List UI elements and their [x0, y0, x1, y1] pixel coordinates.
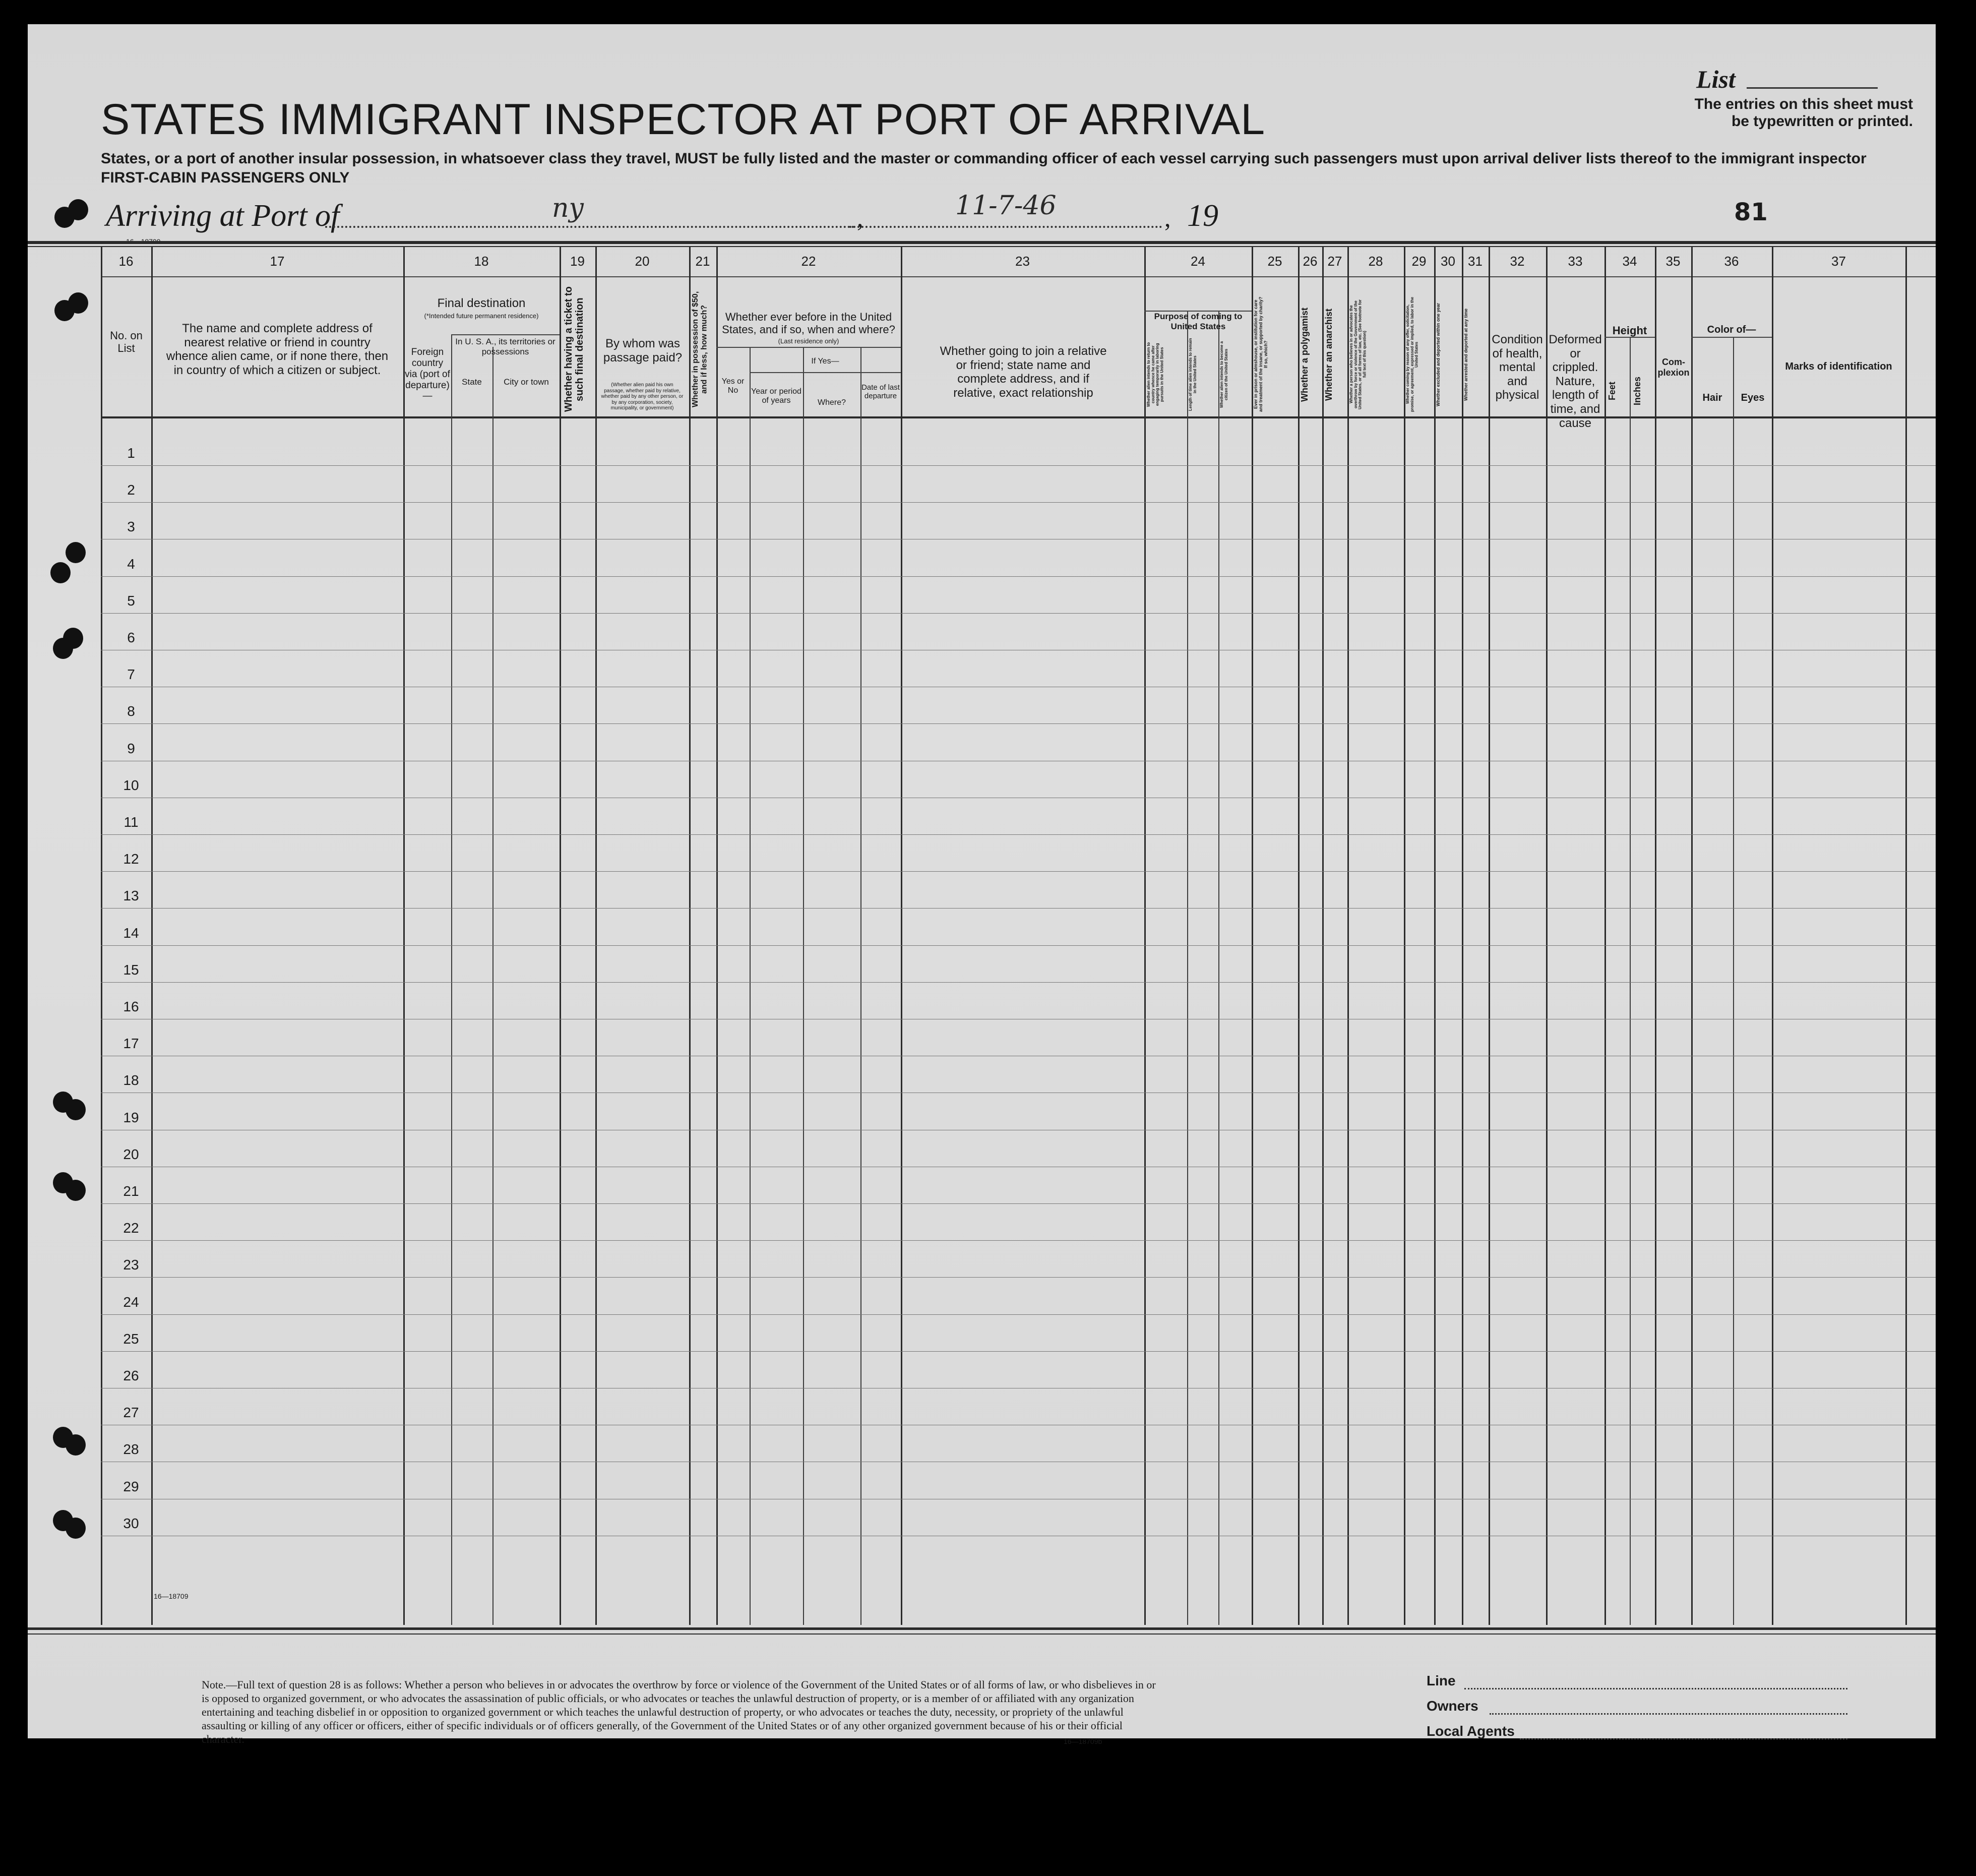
hdr-rule	[716, 347, 901, 348]
table-row[interactable]	[101, 871, 1936, 872]
header-where: Where?	[817, 398, 846, 407]
col-number-30: 30	[1441, 254, 1455, 269]
row-number: 17	[123, 1036, 139, 1052]
table-row[interactable]	[101, 945, 1936, 946]
row-number: 28	[123, 1441, 139, 1458]
col-number-37: 37	[1831, 254, 1846, 269]
col-border	[1462, 246, 1463, 1625]
col-number-32: 32	[1510, 254, 1525, 269]
row-number: 3	[127, 519, 135, 535]
list-number-field[interactable]	[1747, 87, 1878, 89]
entries-note-line-1: The entries on this sheet must	[1694, 96, 1913, 112]
col-number-28: 28	[1368, 254, 1383, 269]
col-number-36: 36	[1724, 254, 1739, 269]
header-inches: Inches	[1632, 376, 1642, 406]
header-purpose-length: Length of time alien intends to remain in the United States	[1188, 338, 1197, 411]
header-passage-paid: By whom was passage paid?	[603, 337, 683, 365]
col-number-31: 31	[1468, 254, 1483, 269]
line-label: Line	[1427, 1673, 1456, 1688]
col-border	[1434, 246, 1436, 1625]
table-row[interactable]	[101, 502, 1936, 503]
local-agents-label: Local Agents	[1427, 1723, 1515, 1739]
row-number: 13	[123, 888, 139, 904]
col-border	[689, 246, 691, 1625]
date-field[interactable]	[849, 226, 1162, 228]
col-border	[451, 334, 452, 1625]
col-border	[1489, 246, 1490, 1625]
row-number: 8	[127, 703, 135, 719]
stamp-number: 81	[1734, 198, 1768, 226]
table-row[interactable]	[101, 1314, 1936, 1315]
header-feet: Feet	[1607, 382, 1617, 401]
header-in-usa: In U. S. A., its territories or possessions	[455, 337, 555, 356]
header-arrested: Whether arrested and deported at any time	[1463, 308, 1468, 401]
comma-mark: ,	[857, 204, 863, 232]
header-eyes: Eyes	[1741, 392, 1765, 403]
entries-note-line-2: be typewritten or printed.	[1731, 113, 1913, 130]
punch-hole	[66, 1180, 86, 1201]
hdr-rule	[1691, 337, 1772, 338]
col-border	[1604, 246, 1606, 1625]
port-field[interactable]	[325, 226, 854, 228]
header-last-departure: Date of last departure	[861, 383, 900, 401]
header-height: Height	[1612, 324, 1647, 337]
header-polygamist: Whether a polygamist	[1300, 307, 1310, 402]
header-deformed: Deformed or crippled. Nature, length of time, and cause	[1549, 333, 1602, 430]
col-border	[492, 347, 493, 1625]
date-handwritten: 11-7-46	[955, 191, 1057, 221]
header-ever-before-us: Whether ever before in the United States, and if so, when and where?	[722, 311, 895, 336]
table-row[interactable]	[101, 576, 1936, 577]
header-city: City or town	[504, 377, 549, 387]
punch-hole	[66, 1518, 86, 1539]
footnote-form-number: 16—18709b	[1064, 1737, 1102, 1745]
header-if-yes: If Yes—	[811, 357, 839, 366]
col-border	[716, 246, 718, 1625]
form-sheet	[28, 24, 1936, 1745]
col-border	[803, 347, 804, 1625]
col-number-33: 33	[1568, 254, 1583, 269]
header-ticket: Whether having a ticket to such final destination	[563, 286, 585, 412]
punch-hole	[66, 542, 86, 563]
punch-hole	[53, 638, 73, 659]
owners-label: Owners	[1427, 1698, 1478, 1714]
col-number-29: 29	[1411, 254, 1427, 269]
table-row[interactable]	[101, 982, 1936, 983]
form-title: STATES IMMIGRANT INSPECTOR AT PORT OF ARRIVAL	[101, 95, 1266, 144]
row-number: 30	[123, 1515, 139, 1531]
col-number-16: 16	[118, 254, 134, 269]
header-join-relative: Whether going to join a relative or friend; state name and complete address, and if relative, exact relationship	[940, 344, 1107, 400]
row-number: 21	[123, 1183, 139, 1199]
col-number-18: 18	[474, 254, 489, 269]
col-number-21: 21	[695, 254, 710, 269]
table-top-rule-2	[28, 246, 1936, 247]
col-number-19: 19	[570, 254, 585, 269]
line-field[interactable]	[1464, 1688, 1847, 1689]
owners-field[interactable]	[1490, 1713, 1847, 1715]
col-border	[1347, 246, 1349, 1625]
header-color-of: Color of—	[1707, 324, 1756, 335]
header-state: State	[462, 377, 482, 387]
col-border	[901, 246, 902, 1625]
arriving-label: Arriving at Port of	[106, 199, 340, 233]
table-row[interactable]	[101, 723, 1936, 724]
col-number-34: 34	[1622, 254, 1637, 269]
form-subtitle: States, or a port of another insular possession, in whatsoever class they travel, MUST be fully listed and the master or commanding officer of each vessel carrying such passengers must upon arrival deliver lists thereof to the immigrant inspector	[101, 150, 1867, 167]
form-number-bottom: 16—18709	[154, 1592, 189, 1600]
col-border	[1546, 246, 1548, 1625]
header-purpose: Purpose of coming to United States	[1154, 312, 1243, 331]
header-year-period: Year or period of years	[751, 387, 801, 405]
col-border	[1772, 246, 1773, 1625]
row-number: 16	[123, 999, 139, 1014]
col-border	[560, 246, 561, 1625]
entries-note	[1651, 96, 1913, 130]
header-prison: Ever in prison or almshouse, or institution for care and treatment of the insane, or supported by charity? If so, which?	[1253, 296, 1268, 412]
row-number: 5	[127, 592, 135, 609]
row-number: 29	[123, 1478, 139, 1494]
header-ever-before-sub: (Last residence only)	[778, 337, 839, 345]
table-top-rule	[28, 241, 1936, 244]
passenger-class-label: FIRST-CABIN PASSENGERS ONLY	[101, 169, 350, 186]
col-border	[1404, 246, 1405, 1625]
table-row[interactable]	[101, 908, 1936, 909]
col-border	[750, 347, 751, 1625]
table-row[interactable]	[101, 1203, 1936, 1204]
col-border	[1252, 246, 1253, 1625]
header-final-destination: Final destination	[437, 296, 526, 310]
col-number-23: 23	[1015, 254, 1030, 269]
col-number-35: 35	[1665, 254, 1681, 269]
hdr-rule	[451, 334, 560, 335]
header-anarchist: Whether an anarchist	[1324, 308, 1334, 401]
hdr-rule	[750, 372, 901, 373]
row-number: 26	[123, 1368, 139, 1383]
header-overthrow: Whether a person who believes in or advocates the overthrow by force or violence of the Government of the United States, or of all forms of law, etc. (See footnote for full text of this question)	[1349, 299, 1367, 409]
col-border	[403, 246, 405, 1625]
row-number: 23	[123, 1257, 139, 1273]
header-purpose-return: Whether alien intends to return to country whence he came after engaging temporarily in laboring pursuits in the United States	[1146, 342, 1164, 407]
table-row[interactable]	[101, 613, 1936, 614]
row-number: 19	[123, 1109, 139, 1125]
row-number: 9	[127, 740, 135, 756]
row-number: 25	[123, 1330, 139, 1347]
punch-hole	[68, 199, 88, 220]
header-complexion: Com- plexion	[1657, 357, 1690, 378]
col-border	[1655, 246, 1656, 1625]
table-row[interactable]	[101, 1277, 1936, 1278]
header-hair: Hair	[1702, 392, 1722, 403]
col-border	[860, 347, 861, 1625]
header-no-on-list: No. on List	[110, 329, 143, 355]
header-yes-no: Yes or No	[721, 377, 745, 395]
col-number-27: 27	[1327, 254, 1342, 269]
col-number-24: 24	[1191, 254, 1205, 269]
header-purpose-citizen: Whether alien intends to become a citizen of the United States	[1219, 341, 1228, 408]
footnote-question-28: Note.—Full text of question 28 is as follows: Whether a person who believes in or advocates the overthrow by force or violence of the Government of the United States or of all forms of law, or who disbelieves in or is opposed to organized government, or who advocates the assassination of public officials, or who advocates or teaches the unlawful destruction of property, or is a member of or affiliated with any organization entertaining and teaching disbelief in or opposition to organized government or which teaches the unlawful destruction of property, or who advocates or teaches the duty, necessity, or propriety of the unlawful assaulting or killing of any officer or officers, either of specific individuals or of officers generally, of the Government of the United States or of any other organized government because of his or their official character.	[202, 1678, 1156, 1745]
row-number: 27	[123, 1405, 139, 1421]
row-number: 15	[123, 961, 139, 978]
row-number: 20	[123, 1146, 139, 1162]
col-border	[595, 246, 597, 1625]
comma-mark-2: ,	[1164, 204, 1171, 232]
col-border	[1630, 337, 1631, 1625]
row-number: 11	[124, 814, 139, 830]
header-final-destination-sub: (*Intended future permanent residence)	[424, 312, 539, 320]
list-label: List	[1696, 65, 1736, 93]
punch-hole	[50, 562, 71, 583]
col-number-17: 17	[270, 254, 285, 269]
col-border	[1905, 246, 1907, 1625]
col-border	[1733, 337, 1734, 1625]
header-marks: Marks of identification	[1785, 361, 1892, 372]
header-health: Condition of health, mental and physical	[1492, 333, 1543, 402]
header-excluded: Whether excluded and deported within one year	[1436, 302, 1441, 406]
col-border	[1298, 246, 1300, 1625]
punch-hole	[66, 1434, 86, 1456]
col-border	[1322, 246, 1324, 1625]
table-row[interactable]	[101, 1240, 1936, 1241]
hdr-rule	[1604, 337, 1655, 338]
col-number-26: 26	[1303, 254, 1318, 269]
row-number: 22	[123, 1220, 139, 1236]
header-nearest-relative: The name and complete address of nearest relative or friend in country whence alien came, or if none there, then in country of which a citizen or subject.	[166, 322, 389, 377]
col-number-25: 25	[1267, 254, 1282, 269]
table-bottom-rule-2	[28, 1633, 1936, 1635]
header-fifty-dollars: Whether in possession of $50, and if less, how much?	[691, 291, 709, 408]
row-number: 4	[127, 556, 135, 572]
col-number-22: 22	[801, 254, 816, 269]
header-bottom-rule	[101, 416, 1936, 418]
row-number: 2	[127, 482, 135, 498]
table-row[interactable]	[101, 834, 1936, 835]
header-foreign-country: Foreign country via (port of departure)—	[405, 347, 450, 402]
column-number-rule	[101, 276, 1936, 277]
header-passage-paid-sub: (Whether alien paid his own passage, whether paid by relative, whether paid by any other person, or by any corporation, society, municipality, or government)	[601, 382, 684, 411]
row-number: 12	[123, 851, 139, 867]
year-prefix: 19	[1187, 199, 1218, 233]
row-number: 18	[123, 1072, 139, 1088]
punch-hole	[68, 292, 88, 314]
row-number: 7	[127, 667, 135, 683]
form-number-top: 16—18709	[126, 237, 161, 246]
table-bottom-rule	[28, 1627, 1936, 1630]
port-handwritten: ny	[552, 193, 584, 223]
col-border	[1691, 246, 1693, 1625]
row-number: 14	[123, 925, 139, 941]
header-labor-offer: Whether coming by reason of any offer, solicitation, promise, or agreement, expressed or implied, to labor in the United States	[1405, 296, 1419, 412]
row-number: 6	[127, 630, 135, 645]
punch-hole	[66, 1099, 86, 1120]
table-row[interactable]	[101, 465, 1936, 466]
col-border	[1218, 311, 1219, 1625]
col-number-20: 20	[635, 254, 650, 269]
row-number: 1	[127, 445, 135, 461]
col-border	[1187, 311, 1188, 1625]
table-row[interactable]	[101, 1351, 1936, 1352]
col-border	[1144, 246, 1146, 1625]
row-number: 24	[123, 1294, 139, 1310]
row-number: 10	[123, 777, 139, 793]
local-agents-field[interactable]	[1520, 1738, 1847, 1740]
col-border	[101, 246, 102, 1625]
